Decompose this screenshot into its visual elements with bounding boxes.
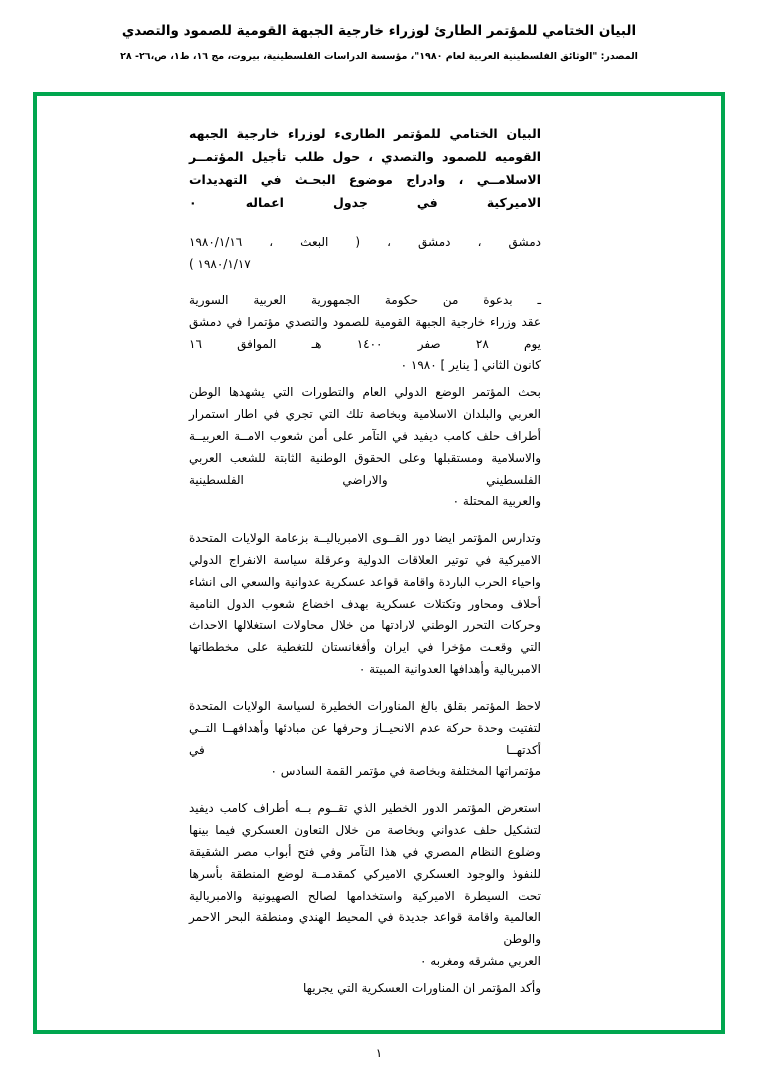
paragraph-line: الباردة واقامة قواعد عسكرية عدوانية والسعي الى [219, 574, 471, 589]
paragraph-invitation [189, 290, 541, 377]
paragraph-line: من خلال التعاون العسكري فيما بينها وضلوع النظام [189, 823, 541, 859]
paragraph-camp-david-role [189, 798, 541, 973]
paragraph-nonaligned [189, 696, 541, 783]
paragraph-line: العربي مشرقه ومغربه ٠ [420, 954, 541, 969]
text-column [189, 122, 541, 1000]
paragraph-line: بحث المؤتمر الوضع الدولي العام والتطورات التي [272, 385, 541, 400]
paragraph-line: تلك التي تجري في اطار استمرار أطراف حلف كامب [189, 407, 541, 443]
paragraph-line: ديفيد في التآمر على أمن شعوب الامــة العربيــة [189, 428, 439, 443]
paragraph-line: من خلال محاولات استغلالها الاحداث التي وقعـت [189, 618, 541, 655]
page-number: ١ [375, 1046, 383, 1060]
heading-line: التهديدات الاميركية في جدول اعماله ٠ [189, 172, 541, 211]
paragraph-line: الامبريالية وأهدافها العدوانية المبيتة ٠ [358, 662, 541, 677]
paragraph-line: وحرفها عن مبادئها وأهدافهــا التــي أكدتهــا في [189, 720, 541, 757]
paragraph-line: لصالح الصهيونية والامبريالية العالمية واقامة قواعد [189, 888, 541, 925]
heading-line: المؤتمــر الاسلامــي ، وادراج موضوع البحـث في [189, 149, 541, 188]
paragraph-line: بزعامة الولايات المتحدة الاميركية في توتير العلاقات [189, 531, 541, 567]
dateline [189, 231, 541, 275]
paragraph-military-maneuvers [189, 978, 541, 1000]
paragraph-line: انشاء أحلاف ومحاور وتكتلات عسكرية بهدف اخضاع [189, 574, 541, 611]
document-header [0, 0, 758, 63]
page-title: البيان الختامي للمؤتمر الطارئ لوزراء خارجية الجبهة القومية للصمود والتصدي [121, 23, 637, 39]
paragraph-line: لاحظ المؤتمر بقلق بالغ المناورات الخطيرة لسياسة [276, 698, 541, 713]
dateline-row-1 [189, 231, 541, 253]
heading-line: الجبهه القوميه للصمود والتصدي ، حول طلب تأجيل [189, 126, 542, 165]
paragraph-line: للشعب العربي الفلسطيني والاراضي الفلسطينية [189, 450, 541, 487]
paragraph-imperialist-forces [189, 528, 541, 681]
paragraph-line: جديدة في المحيط الهندي ومنطقة البحر الاحمر والوطن [189, 910, 541, 947]
paragraph-line: والاسلامية ومستقبلها وعلى الحقوق الوطنية الثابتة [273, 450, 542, 465]
paragraph-line: ـ بدعوة من حكومة الجمهورية العربية السورية [189, 292, 541, 307]
green-border-frame [33, 92, 725, 1034]
paragraph-line: يشهدها الوطن العربي والبلدان الاسلامية وبخاصة [189, 385, 542, 422]
paragraph-line: وأكد المؤتمر ان المناورات العسكرية التي يجريها [303, 980, 541, 995]
document-body [37, 96, 721, 1030]
heading-line: البيان الختامي للمؤتمر الطارىء لوزراء خارجية [236, 126, 541, 141]
source-citation: المصدر: "الوثائق الفلسطينية العربية لعام ١٩٨٠"، مؤسسة الدراسات الفلسطينية، بيروت، مج ١٦، ط١، ص،٢٦- ٢٨ [120, 50, 638, 62]
paragraph-international-situation [189, 382, 541, 513]
paragraph-line: كانون الثاني [ يناير ] ١٩٨٠ ٠ [400, 358, 541, 373]
paragraph-line: عقد وزراء خارجية الجبهة القومية للصمود والتصدي [285, 314, 541, 329]
paragraph-line: للنفوذ والوجود العسكري الاميركي كمقدمــة لوضع [277, 866, 541, 881]
dateline-date: ١٩٨٠/١/١٦ [189, 234, 243, 249]
paragraph-line: المصري في هذا التآمر وفي فتح أبواب مصر الشقيقة [189, 844, 465, 859]
dateline-newspaper: ( البعث ، [269, 234, 361, 249]
paragraph-line: مؤتمراتها المختلفة وبخاصة في مؤتمر القمة السادس ٠ [270, 764, 541, 779]
paragraph-line: الدولية وعرقلة سياسة الانفراج الدولي واحياء الحرب [189, 552, 541, 589]
paragraph-line: شعوب الدول النامية وحركات التحرر الوطني لارادتها [189, 596, 541, 633]
paragraph-line: مؤخرا في ايران وأفغانستان للتغطية على مخططاتها [189, 640, 472, 655]
document-heading [189, 122, 541, 215]
paragraph-line: أطراف كامب ديفيد لتشكيل حلف عدواني وبخاصة [189, 801, 541, 838]
dateline-row-2: ١٩٨٠/١/١٧ ) [189, 256, 251, 271]
paragraph-line: المنطقة بأسرها تحت السيطرة الاميركية واستخدامها [189, 866, 541, 903]
paragraph-line: وتدارس المؤتمر ايضا دور القــوى الامبرياليــة [313, 531, 541, 546]
paragraph-line: والعربية المحتلة ٠ [452, 494, 541, 509]
dateline-place: دمشق ، دمشق ، [387, 234, 541, 249]
paragraph-line: مؤتمرا في دمشق يوم ٢٨ صفر ١٤٠٠ هـ الموافق ١٦ [189, 314, 541, 351]
paragraph-line: استعرض المؤتمر الدور الخطير الذي تقــوم بــه [294, 801, 541, 816]
paragraph-line: الولايات المتحدة لتفتيت وحدة حركة عدم الانحيــاز [189, 698, 541, 735]
